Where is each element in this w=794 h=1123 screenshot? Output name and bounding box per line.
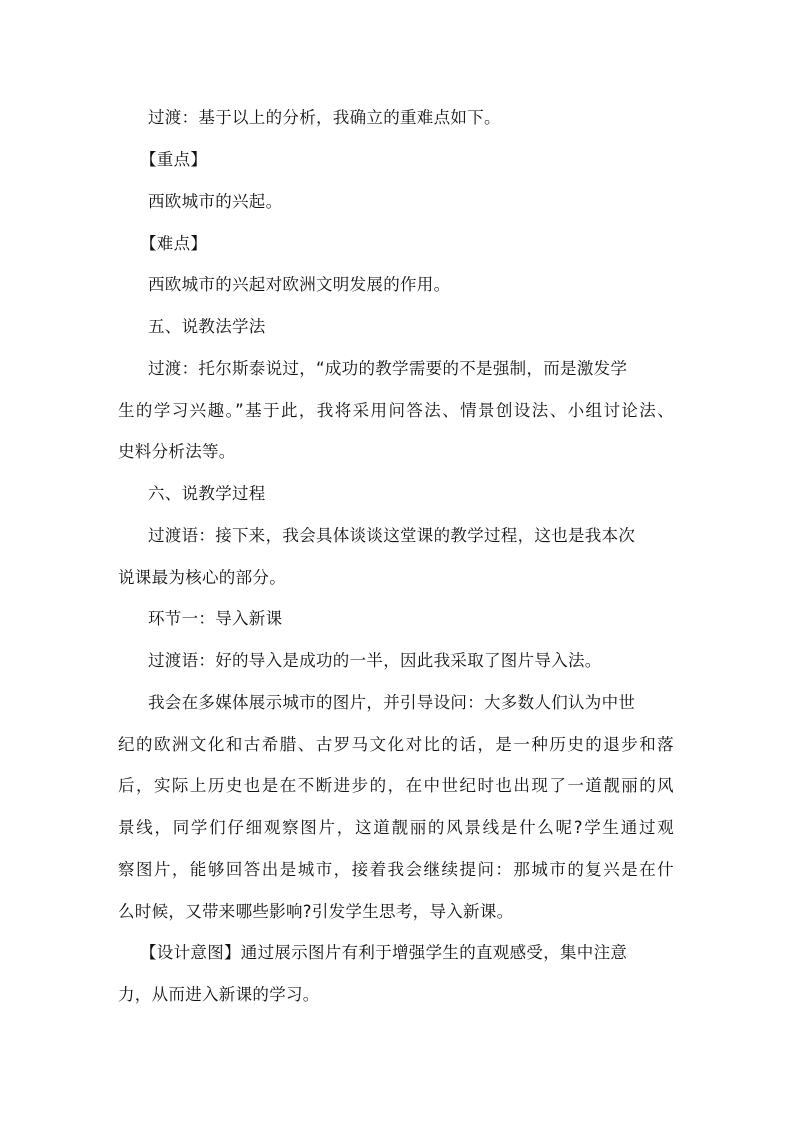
- text-line: 景线，同学们仔细观察图片，这道靓丽的风景线是什么呢?学生通过观: [118, 818, 674, 837]
- section-heading: 六、说教学过程: [148, 484, 266, 503]
- text-line: 西欧城市的兴起对欧洲文明发展的作用。: [148, 275, 451, 294]
- section-heading: 五、说教法学法: [148, 317, 266, 336]
- text-line: 么时候，又带来哪些影响?引发学生思考，导入新课。: [118, 902, 514, 921]
- subsection-heading: 环节一：导入新课: [148, 609, 283, 628]
- text-line: 西欧城市的兴起。: [148, 192, 283, 211]
- text-line: 过渡：托尔斯泰说过，“成功的教学需要的不是强制，而是激发学: [148, 359, 628, 378]
- text-line: 【设计意图】通过展示图片有利于增强学生的直观感受，集中注意: [140, 943, 628, 962]
- text-line: 力，从而进入新课的学习。: [118, 985, 320, 1004]
- section-label-difficult-point: 【难点】: [140, 234, 208, 253]
- text-line: 说课最为核心的部分。: [118, 568, 286, 587]
- text-line: 过渡语：接下来，我会具体谈谈这堂课的教学过程，这也是我本次: [148, 526, 636, 545]
- text-line: 史料分析法等。: [118, 442, 236, 461]
- text-line: 过渡语：好的导入是成功的一半，因此我采取了图片导入法。: [148, 651, 602, 670]
- text-line: 纪的欧洲文化和古希腊、古罗马文化对比的话，是一种历史的退步和落: [118, 735, 674, 754]
- text-line: 我会在多媒体展示城市的图片，并引导设问：大多数人们认为中世: [148, 693, 636, 712]
- text-line: 后，实际上历史也是在不断进步的，在中世纪时也出现了一道靓丽的风: [118, 776, 674, 795]
- text-line: 生的学习兴趣。”基于此，我将采用问答法、情景创设法、小组讨论法、: [118, 401, 674, 420]
- text-line: 过渡：基于以上的分析，我确立的重难点如下。: [148, 108, 501, 127]
- section-label-key-point: 【重点】: [140, 150, 208, 169]
- text-line: 察图片，能够回答出是城市，接着我会继续提问：那城市的复兴是在什: [118, 860, 674, 879]
